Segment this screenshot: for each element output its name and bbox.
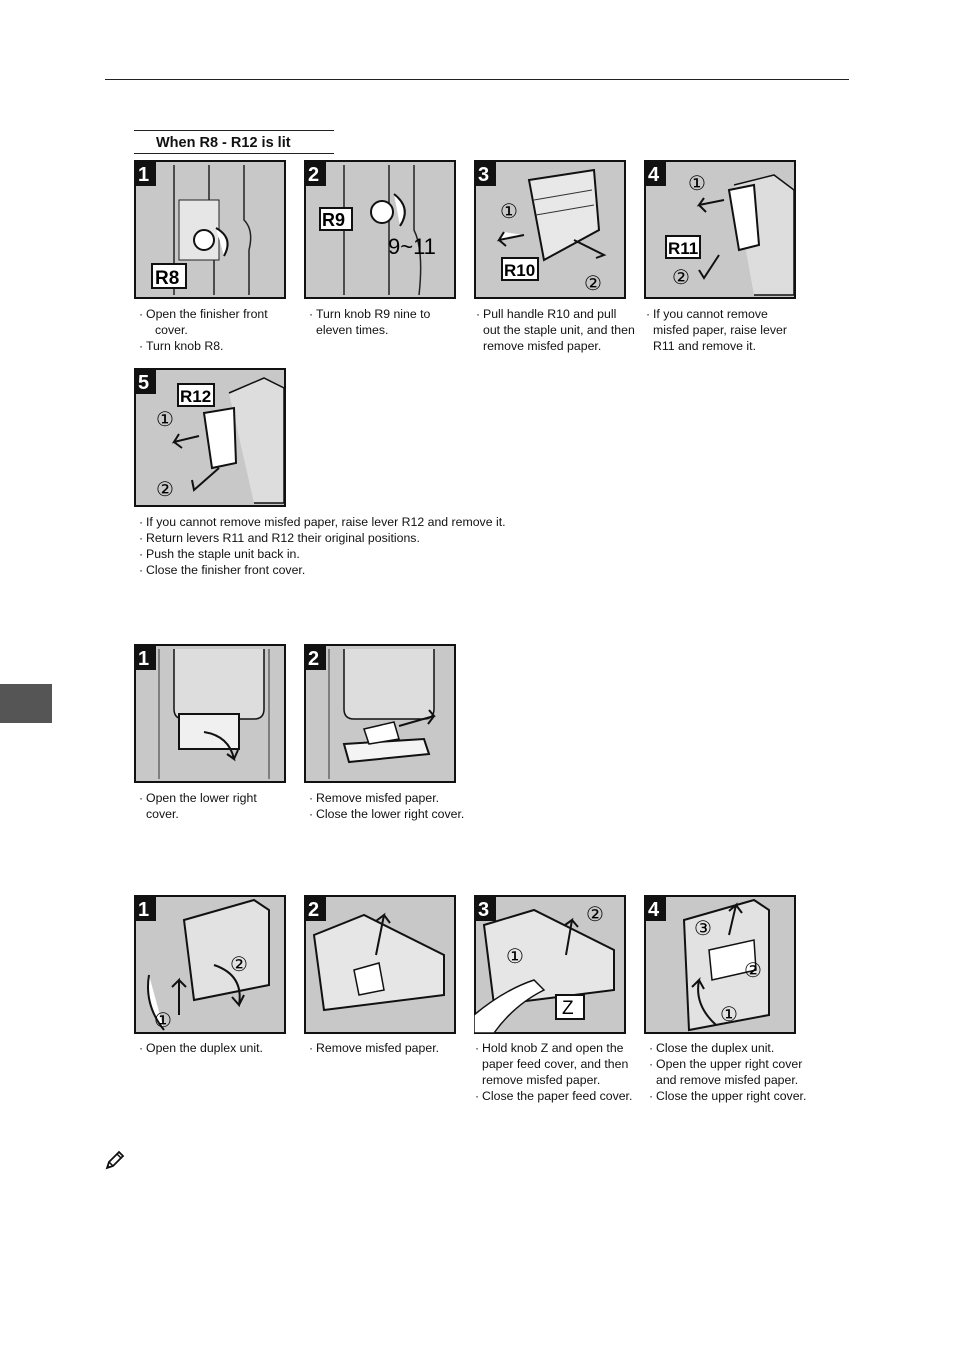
step-number: 1 (138, 164, 150, 186)
callout-label: R9 (322, 210, 346, 230)
callout-z: Z (562, 998, 574, 1019)
step-number: 2 (308, 164, 320, 186)
caption-c1: · Open the duplex unit. (137, 1040, 263, 1056)
figure-a3 (474, 160, 626, 299)
callout-1: ① (506, 944, 524, 968)
caption-a2: · Turn knob R9 nine to eleven times. (307, 306, 430, 338)
caption-a3: · Pull handle R10 and pull out the staple unit, and then remove misfed paper. (474, 306, 635, 354)
figure-b2 (304, 644, 456, 783)
figure-c3 (474, 895, 626, 1034)
step-number: 3 (478, 164, 490, 186)
caption-c3: · Hold knob Z and open the paper feed cover, and then remove misfed paper. · Close the paper feed cover. (473, 1040, 632, 1104)
figure-a4 (644, 160, 796, 299)
figure-c1 (134, 895, 286, 1034)
callout-label: R11 (668, 239, 699, 258)
caption-a1: · Open the finisher front cover. · Turn knob R8. (137, 306, 268, 354)
callout-1: ① (500, 199, 518, 223)
callout-1: ① (720, 1002, 738, 1026)
callout-3: ③ (694, 916, 712, 940)
callout-1: ① (154, 1008, 172, 1032)
callout-1: ① (688, 171, 706, 195)
callout-1: ① (156, 407, 174, 431)
callout-2: ② (586, 902, 604, 926)
callout-2: ② (584, 271, 602, 295)
step-number: 3 (478, 899, 490, 921)
note-pencil-icon (104, 1149, 126, 1171)
section-heading: When R8 - R12 is lit (134, 130, 334, 154)
chapter-thumb-tab (0, 684, 52, 723)
step-number: 4 (648, 899, 660, 921)
callout-label: R12 (180, 387, 212, 406)
callout-2: ② (744, 958, 762, 982)
caption-a4: · If you cannot remove misfed paper, raise lever R11 and remove it. (644, 306, 787, 354)
caption-b2: · Remove misfed paper. · Close the lower right cover. (307, 790, 464, 822)
figure-a2 (304, 160, 456, 299)
step-number: 2 (308, 648, 320, 670)
caption-a5: · If you cannot remove misfed paper, raise lever R12 and remove it. · Return levers R11 and R12 their original positions. · Push the staple unit back in. · Close the finisher front cover. (137, 514, 506, 578)
callout-2: ② (672, 265, 690, 289)
callout-2: ② (230, 952, 248, 976)
turn-count-label: 9~11 (388, 234, 436, 259)
header-rule (105, 79, 849, 80)
callout-label: R8 (155, 268, 180, 289)
step-number: 1 (138, 899, 150, 921)
figure-c2 (304, 895, 456, 1034)
step-number: 4 (648, 164, 660, 186)
step-number: 2 (308, 899, 320, 921)
caption-c4: · Close the duplex unit. · Open the upper right cover and remove misfed paper. · Close the upper right cover. (647, 1040, 806, 1104)
callout-label: R10 (504, 261, 536, 280)
figure-c4 (644, 895, 796, 1034)
callout-2: ② (156, 477, 174, 501)
figure-b1 (134, 644, 286, 783)
step-number: 5 (138, 372, 150, 394)
figure-a1 (134, 160, 286, 299)
caption-b1: · Open the lower right cover. (137, 790, 257, 822)
caption-c2: · Remove misfed paper. (307, 1040, 439, 1056)
figure-a5 (134, 368, 286, 507)
step-number: 1 (138, 648, 150, 670)
